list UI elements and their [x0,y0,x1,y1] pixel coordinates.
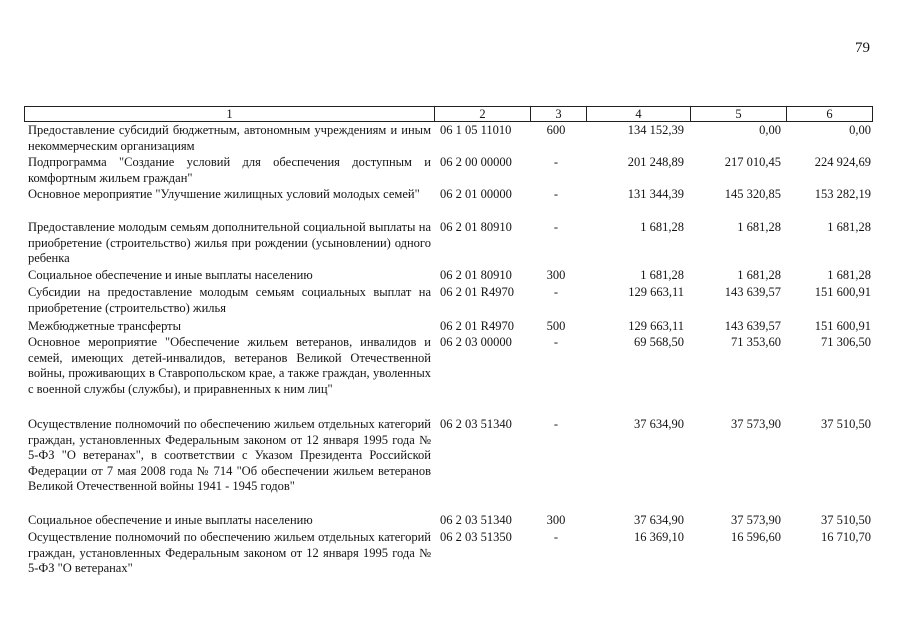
row-code: 06 2 01 R4970 [440,319,514,333]
row-value-4: 1 681,28 [640,268,684,282]
row-value-5: 71 353,60 [731,335,781,349]
row-value-5: 37 573,90 [731,513,781,527]
row-value-6: 224 924,69 [814,155,871,169]
row-value-5: 143 639,57 [724,319,781,333]
row-value-4: 201 248,89 [627,155,684,169]
header-col-6: 6 [787,107,873,122]
row-name: Социальное обеспечение и иные выплаты населению [28,513,313,527]
row-vr: - [553,530,559,544]
row-value-6: 71 306,50 [821,335,871,349]
row-vr: 300 [546,268,566,282]
row-value-6: 153 282,19 [814,187,871,201]
header-col-5: 5 [691,107,787,122]
row-value-4: 16 369,10 [634,530,684,544]
row-value-4: 37 634,90 [634,513,684,527]
row-name: Основное мероприятие "Обеспечение жильем ветеранов, инвалидов и семей, имеющих детей-инвалидов, ветеранов Великой Отечественной войны, проживающих в Ставропольском крае, а также граждан, уволенных с военной службы (службы), и приравненных к ним лиц" [28,335,431,396]
row-value-4: 134 152,39 [627,123,684,137]
row-value-5: 0,00 [759,123,781,137]
header-col-3: 3 [531,107,587,122]
row-code: 06 2 01 R4970 [440,285,514,299]
row-value-4: 1 681,28 [640,220,684,234]
row-name: Осуществление полномочий по обеспечению жильем отдельных категорий граждан, установленных Федеральным законом от 12 января 1995 года № 5-ФЗ "О ветеранах", в соответствии с Указом Президента Российской Федерации от 7 мая 2008 года № 714 "Об обеспечении жильем ветеранов Великой Отечественной войны 1941 - 1945 годов" [28,417,431,493]
row-vr: - [553,285,559,299]
row-code: 06 2 03 00000 [440,335,512,349]
row-value-6: 1 681,28 [827,268,871,282]
row-value-6: 0,00 [849,123,871,137]
row-value-4: 131 344,39 [627,187,684,201]
row-value-5: 1 681,28 [737,220,781,234]
row-value-5: 1 681,28 [737,268,781,282]
row-vr: 600 [546,123,566,137]
row-value-6: 37 510,50 [821,417,871,431]
row-vr: 500 [546,319,566,333]
row-value-6: 151 600,91 [814,285,871,299]
table-header [24,106,873,122]
header-col-1: 1 [25,107,435,122]
row-value-6: 16 710,70 [821,530,871,544]
row-value-6: 1 681,28 [827,220,871,234]
row-code: 06 2 03 51340 [440,417,512,431]
row-vr: - [553,187,559,201]
row-value-6: 151 600,91 [814,319,871,333]
row-value-4: 69 568,50 [634,335,684,349]
row-name: Субсидии на предоставление молодым семьям социальных выплат на приобретение (строительство) жилья [28,285,431,315]
row-value-4: 129 663,11 [628,319,684,333]
row-value-4: 129 663,11 [628,285,684,299]
row-code: 06 2 01 80910 [440,220,512,234]
row-name: Межбюджетные трансферты [28,319,182,333]
row-value-5: 37 573,90 [731,417,781,431]
row-value-4: 37 634,90 [634,417,684,431]
row-code: 06 1 05 11010 [440,123,512,137]
row-name: Социальное обеспечение и иные выплаты населению [28,268,313,282]
row-code: 06 2 03 51350 [440,530,512,544]
row-code: 06 2 01 80910 [440,268,512,282]
page-number: 79 [855,40,870,56]
row-code: 06 2 00 00000 [440,155,512,169]
row-name: Предоставление субсидий бюджетным, автономным учреждениям и иным некоммерческим организациям [28,123,431,153]
header-col-2: 2 [435,107,531,122]
row-value-5: 16 596,60 [731,530,781,544]
row-name: Основное мероприятие "Улучшение жилищных условий молодых семей" [28,187,420,201]
row-vr: - [553,220,559,234]
row-name: Осуществление полномочий по обеспечению жильем отдельных категорий граждан, установленных Федеральным законом от 12 января 1995 года № 5-ФЗ "О ветеранах" [28,530,431,575]
row-value-5: 143 639,57 [724,285,781,299]
row-vr: - [553,417,559,431]
row-value-6: 37 510,50 [821,513,871,527]
row-vr: - [553,335,559,349]
row-code: 06 2 01 00000 [440,187,512,201]
row-code: 06 2 03 51340 [440,513,512,527]
row-name: Подпрограмма "Создание условий для обеспечения доступным и комфортным жильем граждан" [28,155,431,185]
row-value-5: 217 010,45 [724,155,781,169]
row-name: Предоставление молодым семьям дополнительной социальной выплаты на приобретение (строительство) жилья при рождении (усыновлении) одного ребенка [28,220,431,265]
header-col-4: 4 [587,107,691,122]
row-vr: 300 [546,513,566,527]
row-value-5: 145 320,85 [724,187,781,201]
row-vr: - [553,155,559,169]
